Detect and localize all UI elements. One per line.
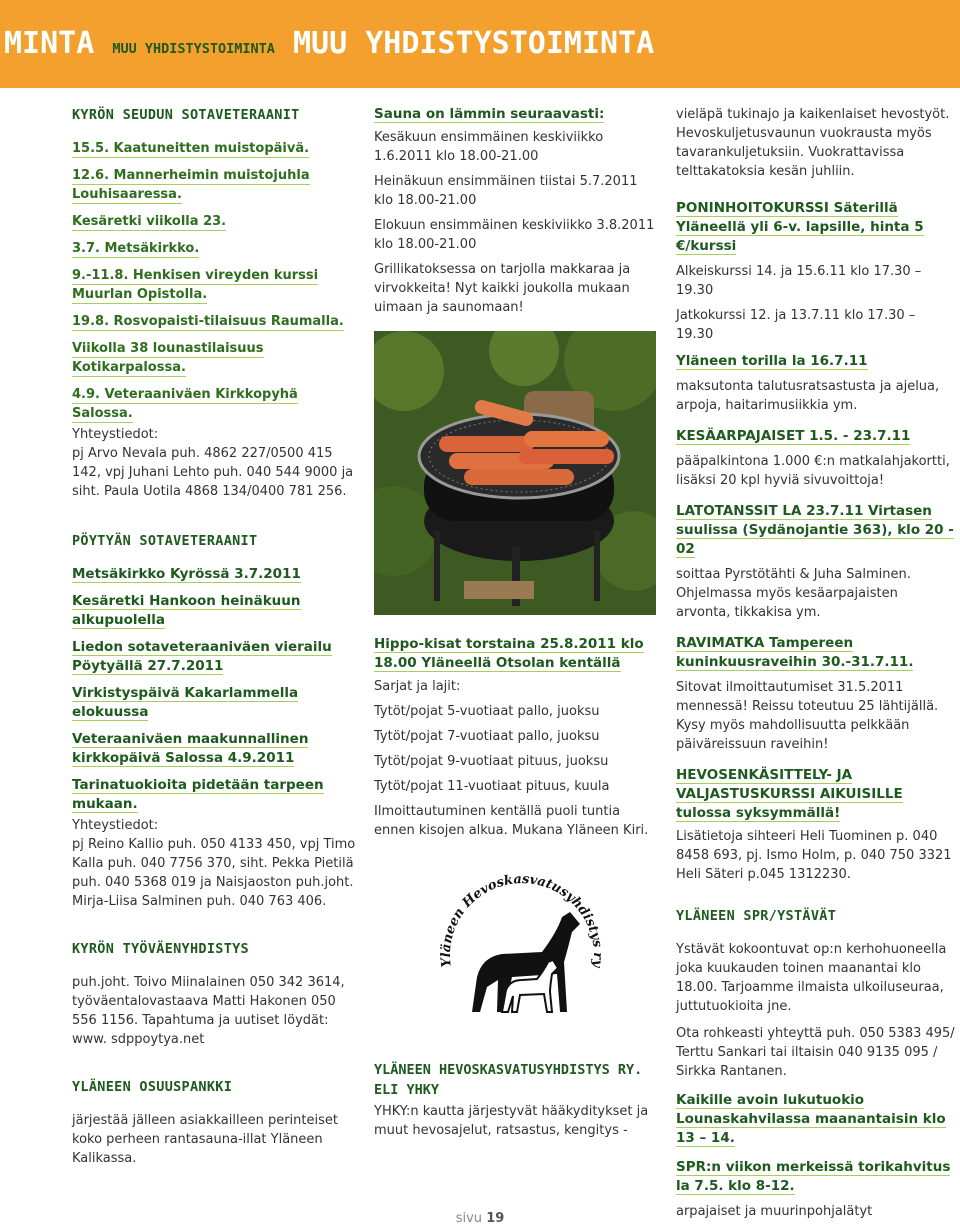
event-item: 3.7. Metsäkirkko.	[72, 241, 200, 256]
sauna-item: Heinäkuun ensimmäinen tiistai 5.7.2011 klo 18.00-21.00	[374, 174, 638, 208]
column-left	[72, 105, 358, 1168]
section-title-kyron-sotaveteraanit: KYRÖN SEUDUN SOTAVETERAANIT	[72, 107, 300, 123]
contact-text: pj Reino Kallio puh. 050 4133 450, vpj Timo Kalla puh. 040 7756 370, siht. Pekka Pietilä puh. 040 5368 019 ja Naisjaoston puh.joht. Mirja-Liisa Salminen puh. 040 763 406.	[72, 837, 356, 909]
sauna-item: Elokuun ensimmäinen keskiviikko 3.8.2011 klo 18.00-21.00	[374, 218, 655, 252]
grill-sausages-image	[374, 331, 656, 615]
event-item: Viikolla 38 lounastilaisuus Kotikarpalossa.	[72, 341, 264, 375]
event-item: Kesäretki Hankoon heinäkuun alkupuolella	[72, 593, 301, 628]
section-text: järjestää jälleen asiakkailleen perinteiset koko perheen rantasauna-illat Yläneen Kalikassa.	[72, 1113, 338, 1166]
event-item: Virkistyspäivä Kakarlammella elokuussa	[72, 685, 299, 720]
ravimatka-title: RAVIMATKA Tampereen kuninkuusraveihin 30.-31.7.11.	[676, 635, 914, 670]
hippo-item: Tytöt/pojat 5-vuotiaat pallo, juoksu	[374, 704, 600, 719]
event-item: 9.-11.8. Henkisen vireyden kurssi Muurlan Opistolla.	[72, 268, 319, 302]
page-label: sivu	[455, 1211, 483, 1226]
torilla-text: maksutonta talutusratsastusta ja ajelua, arpoja, haitarimusiikkia ym.	[676, 379, 940, 413]
section-title-ylaneen-osuuspankki: YLÄNEEN OSUUSPANKKI	[72, 1079, 233, 1095]
hippo-title: Hippo-kisat torstaina 25.8.2011 klo 18.00 Yläneellä Otsolan kentällä	[374, 636, 644, 671]
event-item: Kesäretki viikolla 23.	[72, 214, 227, 229]
kesaarpajaiset-text: pääpalkintona 1.000 €:n matkalahjakortti, lisäksi 20 kpl hyviä sivuvoittoja!	[676, 454, 950, 488]
spr-viikko-title: SPR:n viikon merkeissä torikahvitus la 7.5. klo 8-12.	[676, 1159, 951, 1194]
column-middle	[374, 105, 656, 1140]
hippo-item: Sarjat ja lajit:	[374, 679, 461, 694]
section-text: puh.joht. Toivo Miinalainen 050 342 3614, työväentalovastaava Matti Hakonen 050 556 1156. Tapahtuma ja uutiset löydät: www. sdppoytya.net	[72, 975, 345, 1047]
section-title-hevoskasvatusyhdistys: YLÄNEEN HEVOSKASVATUSYHDISTYS RY. ELI YHKY	[374, 1062, 643, 1098]
event-item: Metsäkirkko Kyrössä 3.7.2011	[72, 566, 301, 582]
hevosenkasittely-text: Lisätietoja sihteeri Heli Tuominen p. 040 8458 693, pj. Ismo Holm, p. 040 750 3321 Heli Säteri p.045 1312230.	[676, 829, 952, 882]
event-item: Liedon sotaveteraaniväen vierailu Pöytyällä 27.7.2011	[72, 639, 332, 674]
poni-item: Alkeiskurssi 14. ja 15.6.11 klo 17.30 – 19.30	[676, 264, 922, 298]
sauna-item: Kesäkuun ensimmäinen keskiviikko 1.6.2011 klo 18.00-21.00	[374, 130, 604, 164]
horse-logo-icon	[432, 862, 612, 1042]
hippo-item: Tytöt/pojat 9-vuotiaat pituus, juoksu	[374, 754, 609, 769]
latotanssit-text: soittaa Pyrstötähti & Juha Salminen. Ohjelmassa myös kesäarpajaisten arvonta, tikkakisa ym.	[676, 567, 911, 620]
event-item: 12.6. Mannerheimin muistojuhla Louhisaaressa.	[72, 168, 310, 202]
spr-text: Ystävät kokoontuvat op:n kerhohuoneella joka kuukauden toinen maanantai klo 18.00. Tarjoamme ilmaista ulkoiluseuraa, juttutuokioita jne.	[676, 942, 947, 1014]
page-banner	[0, 0, 960, 88]
contact-label: Yhteystiedot:	[72, 427, 159, 442]
hippo-item: Tytöt/pojat 7-vuotiaat pallo, juoksu	[374, 729, 600, 744]
column-right	[676, 105, 956, 1221]
banner-part-3: MUU YHDISTYSTOIMINTA	[293, 26, 655, 61]
hippo-item: Ilmoittautuminen kentällä puoli tuntia ennen kisojen alkua. Mukana Yläneen Kiri.	[374, 804, 649, 838]
banner-title	[4, 26, 654, 61]
event-item: 4.9. Veteraaniväen Kirkkopyhä Salossa.	[72, 387, 298, 421]
section-title-kyron-tyovaenyhdistys: KYRÖN TYÖVÄENYHDISTYS	[72, 941, 249, 957]
poni-item: Jatkokurssi 12. ja 13.7.11 klo 17.30 – 19.30	[676, 308, 916, 342]
intro-text: vieläpä tukinajo ja kaikenlaiset hevostyöt. Hevoskuljetusvaunun vuokrausta myös tavarankuljetuksiin. Vuokrattavissa telttakatoksia kesän juhliin.	[676, 107, 950, 179]
sauna-title: Sauna on lämmin seuraavasti:	[374, 106, 605, 122]
section-title-ylaneen-spr: YLÄNEEN SPR/YSTÄVÄT	[676, 908, 837, 924]
hevoskasvatusyhdistys-logo	[432, 862, 612, 1042]
grill-photo	[374, 331, 656, 615]
section-title-poytyan-sotaveteraanit: PÖYTYÄN SOTAVETERAANIT	[72, 533, 258, 549]
sauna-item: Grillikatoksessa on tarjolla makkaraa ja virvokkeita! Nyt kaikki joukolla mukaan uimaan ja saunomaan!	[374, 262, 631, 315]
contact-text: pj Arvo Nevala puh. 4862 227/0500 415 142, vpj Juhani Lehto puh. 040 544 9000 ja siht. Paula Uotila 4868 134/0400 781 256.	[72, 446, 354, 499]
hippo-item: Tytöt/pojat 11-vuotiaat pituus, kuula	[374, 779, 610, 794]
event-item: Tarinatuokioita pidetään tarpeen mukaan.	[72, 777, 324, 812]
spr-contact-text: Ota rohkeasti yhteyttä puh. 050 5383 495/ Terttu Sankari tai iltaisin 040 9135 095 / Sirkka Rantanen.	[676, 1026, 955, 1079]
event-item: 19.8. Rosvopaisti-tilaisuus Raumalla.	[72, 314, 344, 329]
contact-label: Yhteystiedot:	[72, 818, 159, 833]
section-text: YHKY:n kautta järjestyvät hääkyditykset ja muut hevosajelut, ratsastus, kengitys -	[374, 1104, 649, 1138]
poni-title: PONINHOITOKURSSI Säterillä Yläneellä yli 6-v. lapsille, hinta 5 €/kurssi	[676, 200, 924, 254]
latotanssit-title: LATOTANSSIT LA 23.7.11 Virtasen suulissa (Sydänojantie 363), klo 20 - 02	[676, 503, 954, 557]
event-item: Veteraaniväen maakunnallinen kirkkopäivä Salossa 4.9.2011	[72, 731, 309, 766]
hevosenkasittely-title: HEVOSENKÄSITTELY- JA VALJASTUSKURSSI AIKUISILLE tulossa syksymmällä!	[676, 767, 903, 821]
event-item: 15.5. Kaatuneitten muistopäivä.	[72, 141, 310, 156]
kesaarpajaiset-title: KESÄARPAJAISET 1.5. - 23.7.11	[676, 428, 911, 444]
spr-viikko-text: arpajaiset ja muurinpohjalätyt	[676, 1204, 873, 1219]
logo-text: Yläneen Hevoskasvatusyhdistys ry	[438, 872, 606, 968]
page-footer	[0, 1211, 960, 1226]
torilla-title: Yläneen torilla la 16.7.11	[676, 353, 868, 369]
banner-part-2: MUU YHDISTYSTOIMINTA	[112, 41, 275, 57]
page-number: 19	[486, 1211, 505, 1226]
ravimatka-text: Sitovat ilmoittautumiset 31.5.2011 mennessä! Reissu toteutuu 25 lähtijällä. Kysy myös mahdollisuutta pelkkään päiväreissuun raveihin!	[676, 680, 939, 752]
banner-part-1: MINTA	[4, 26, 95, 61]
lukutuokio-title: Kaikille avoin lukutuokio Lounaskahvilassa maanantaisin klo 13 – 14.	[676, 1092, 946, 1146]
